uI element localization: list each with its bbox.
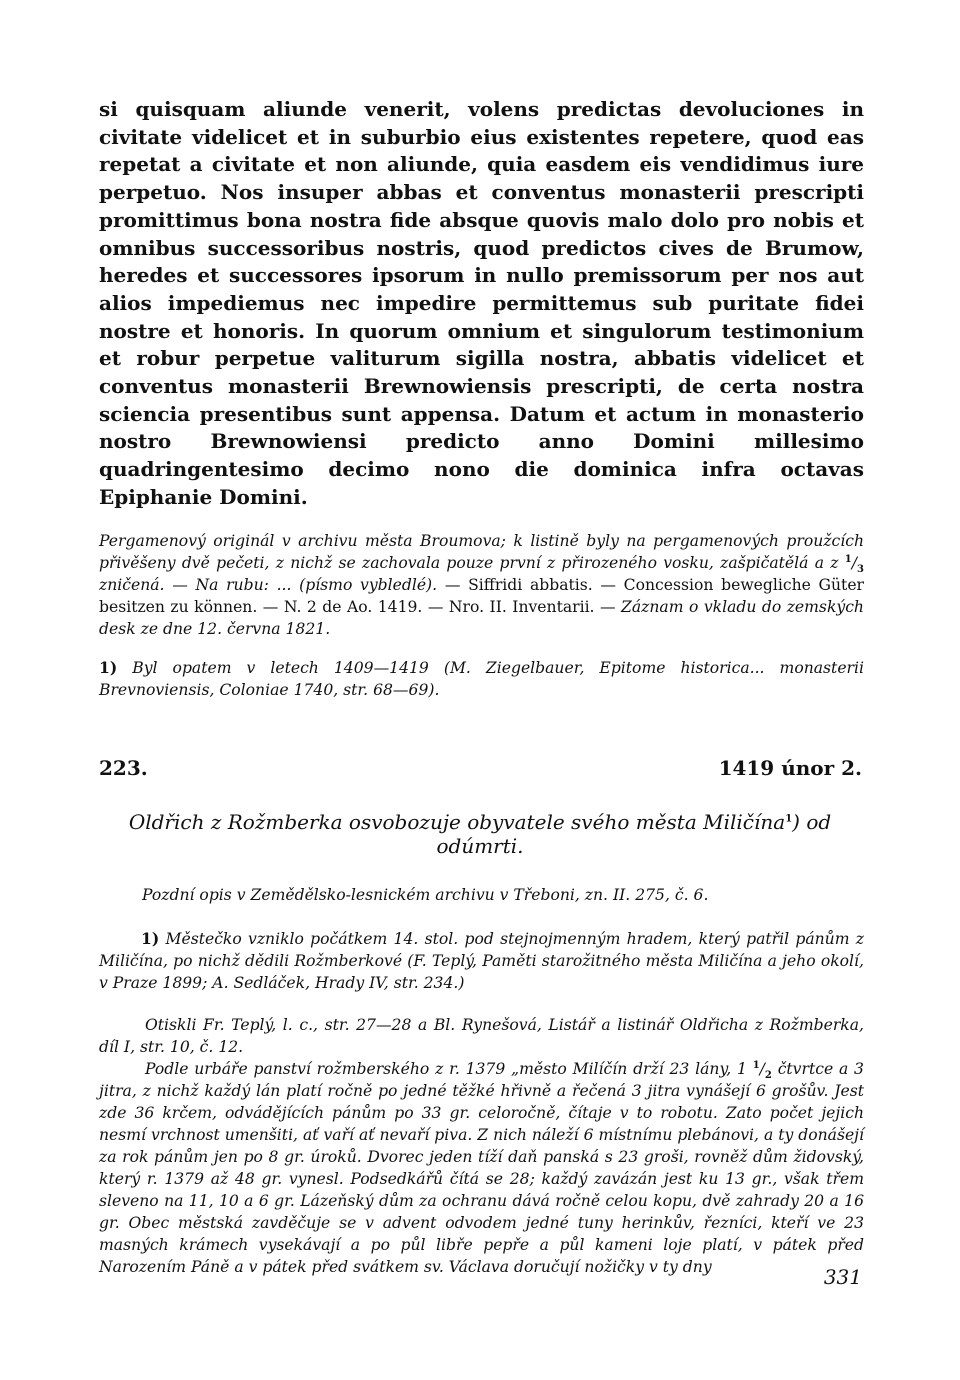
archive-note-part3: Záznam o vkladu do zemských desk ze dne 12. června 1821. <box>99 597 864 638</box>
archive-note-part1: Pergamenový originál v archivu města Broumova; k listině byly na pergamenových proužcích přivěšeny dvě pečeti, z nichž se zachovala pouze první z přirozeného vosku, zašpičatělá a z <box>99 531 864 572</box>
footnote-1-marker: 1) <box>99 657 118 677</box>
regest-footnote-marker: 1 <box>785 812 793 824</box>
urbar-note-part1: Podle urbáře panství rožmberského z r. 1379 „město Milíčín drží 23 lány, 1 <box>145 1059 747 1078</box>
document-date: 1419 únor 2. <box>718 755 862 780</box>
regest <box>96 810 864 858</box>
page-number: 331 <box>823 1265 862 1289</box>
footnote-1-text: Byl opatem v letech 1409—1419 (M. Ziegelbauer, Epitome historica... monasterii Brevnoviensis, Coloniae 1740, str. 68—69). <box>99 658 864 699</box>
urbar-note: Podle urbáře panství rožmberského z r. 1379 „město Milíčín drží 23 lány, 1 $^1/_2$ čtvrtce a 3 jitra, z nichž každý lán platí ročně po jedné těžké hřivně a řečená 3 jitra vynášejí 6 grošův. Jest zde 36 krčem, odvádějících pánům po 33 gr. celoročně, čítaje v to robotu. Zato počet jejich nesmí vrchnost umenšiti, ať vaří ať nevaří piva. Z nich náleží 6 místnímu plebánovi, a ty donášejí za rok pánům jen po 8 gr. úroků. Dvorec jeden tíží daň panská s 23 groši, rovněž dům židovský, který r. 1379 až 48 gr. vynesl. Podsedkářů čítá se 28; každý zavázán jest ku 13 gr., však třem sleveno na 11, 10 a 6 gr. Lázeňský dům za ochranu dává ročně celou kopu, dvě zahrady 20 a 16 gr. Obec městská zavděčuje se v advent odvodem jedné tuny herinkův, řezníci, kteří ve 23 masných krámech vysekávají a po půl libře pepře a půl kameni loje platí, v pátek před Narozením Páně a v pátek před svátkem sv. Václava doručují nožičky v ty dny <box>99 1059 864 1276</box>
urbar-note-part2: čtvrtce a 3 jitra, z nichž každý lán platí ročně po jedné těžké hřivně a řečená 3 jitra vynášejí 6 grošův. Jest zde 36 krčem, odvádějících pánům po 33 gr. celoročně, čítaje v to robotu. Zato počet jejich nesmí vrchnost umenšiti, ať vaří ať nevaří piva. Z nich náleží 6 místnímu plebánovi, a ty donášejí za rok pánům jen po 8 gr. úroků. Dvorec jeden tíží daň panská s 23 groši, rovněž dům židovský, který r. 1379 až 48 gr. vynesl. Podsedkářů čítá se 28; každý zavázán jest ku 13 gr., však třem sleveno na 11, 10 a 6 gr. Lázeňský dům za ochranu dává ročně celou kopu, dvě zahrady 20 a 16 gr. Obec městská zavděčuje se v advent odvodem jedné tuny herinkův, řezníci, kteří ve 23 masných krámech vysekávají a po půl libře pepře a půl kameni loje platí, v pátek před Narozením Páně a v pátek před svátkem sv. Václava doručují nožičky v ty dny <box>99 1059 864 1276</box>
regest-text: Oldřich z Rožmberka osvobozuje obyvatele svého města Miličína <box>128 809 786 834</box>
footnote-1 <box>96 657 864 701</box>
footnote-2 <box>96 928 864 994</box>
document-number: 223. <box>99 755 148 780</box>
footnote-2-text: Městečko vzniklo počátkem 14. stol. pod stejnojmenným hradem, který patřil pánům z Miličína, po nichž dědili Rožmberkové (F. Teplý, Paměti starožitného města Miličína a jeho okolí, v Praze 1899; A. Sedláček, Hrady IV, str. 234.) <box>99 929 864 992</box>
urbar-fraction-denominator: 2 <box>764 1069 772 1081</box>
source-note: Pozdní opis v Zemědělsko-lesnickém archivu v Třeboni, zn. II. 275, č. 6. <box>142 885 709 904</box>
footnote-2-marker: 1) <box>141 928 160 948</box>
edition-note: Otiskli Fr. Teplý, l. c., str. 27—28 a Bl. Rynešová, Listář a listinář Oldřicha z Rožmberka, díl I, str. 10, č. 12. <box>99 1015 864 1056</box>
fraction-denominator: 3 <box>857 563 864 575</box>
archive-note-part2: zničená. — Na rubu: ... (písmo vybledlé). <box>99 575 438 594</box>
archive-note: Pergamenový originál v archivu města Broumova; k listině byly na pergamenových proužcích přivěšeny dvě pečeti, z nichž se zachovala pouze první z přirozeného vosku, zašpičatělá a z $^1/_3$ zničená. — Na rubu: ... (písmo vybledlé). — Siffridi abbatis. — Concession bewegliche Güter besitzen zu können. — N. 2 de Ao. 1419. — Nro. II. Inventarii. — Záznam o vkladu do zemských desk ze dne 12. června 1821. <box>99 531 865 638</box>
regest-text-end: ) od odúmrti. <box>436 809 832 858</box>
document-heading <box>96 756 864 780</box>
urbar-fraction-numerator: 1 <box>752 1059 760 1071</box>
main-latin-text: si quisquam aliunde venerit, volens predictas devoluciones in civitate videlicet et in suburbio eius existentes repetere, quod eas repetat a civitate et non aliunde, quia easdem eis vendidimus iure perpetuo. Nos insuper abbas et conventus monasterii prescripti promittimus bona nostra fide absque quovis malo dolo pro nobis et omnibus successoribus nostris, quod predictos cives de Brumow, heredes et successores ipsorum in nullo premissorum per nos aut alios impediemus nec impedire permittemus sub puritate fidei nostre et honoris. In quorum omnium et singulorum testimonium et robur perpetue valiturum sigilla nostra, abbatis videlicet et conventus monasterii Brewnowiensis prescripti, de certa nostra sciencia presentibus sunt appensa. Datum et actum in monasterio nostro Brewnowiensi predicto anno Domini millesimo quadringentesimo decimo nono die dominica infra octavas Epiphanie Domini. <box>99 97 864 509</box>
archive-note-dorsal-text: — Siffridi abbatis. — Concession bewegliche Güter besitzen zu können. — N. 2 de Ao. 1419. — Nro. II. Inventarii. — <box>99 575 865 616</box>
fraction-numerator: 1 <box>844 553 852 565</box>
